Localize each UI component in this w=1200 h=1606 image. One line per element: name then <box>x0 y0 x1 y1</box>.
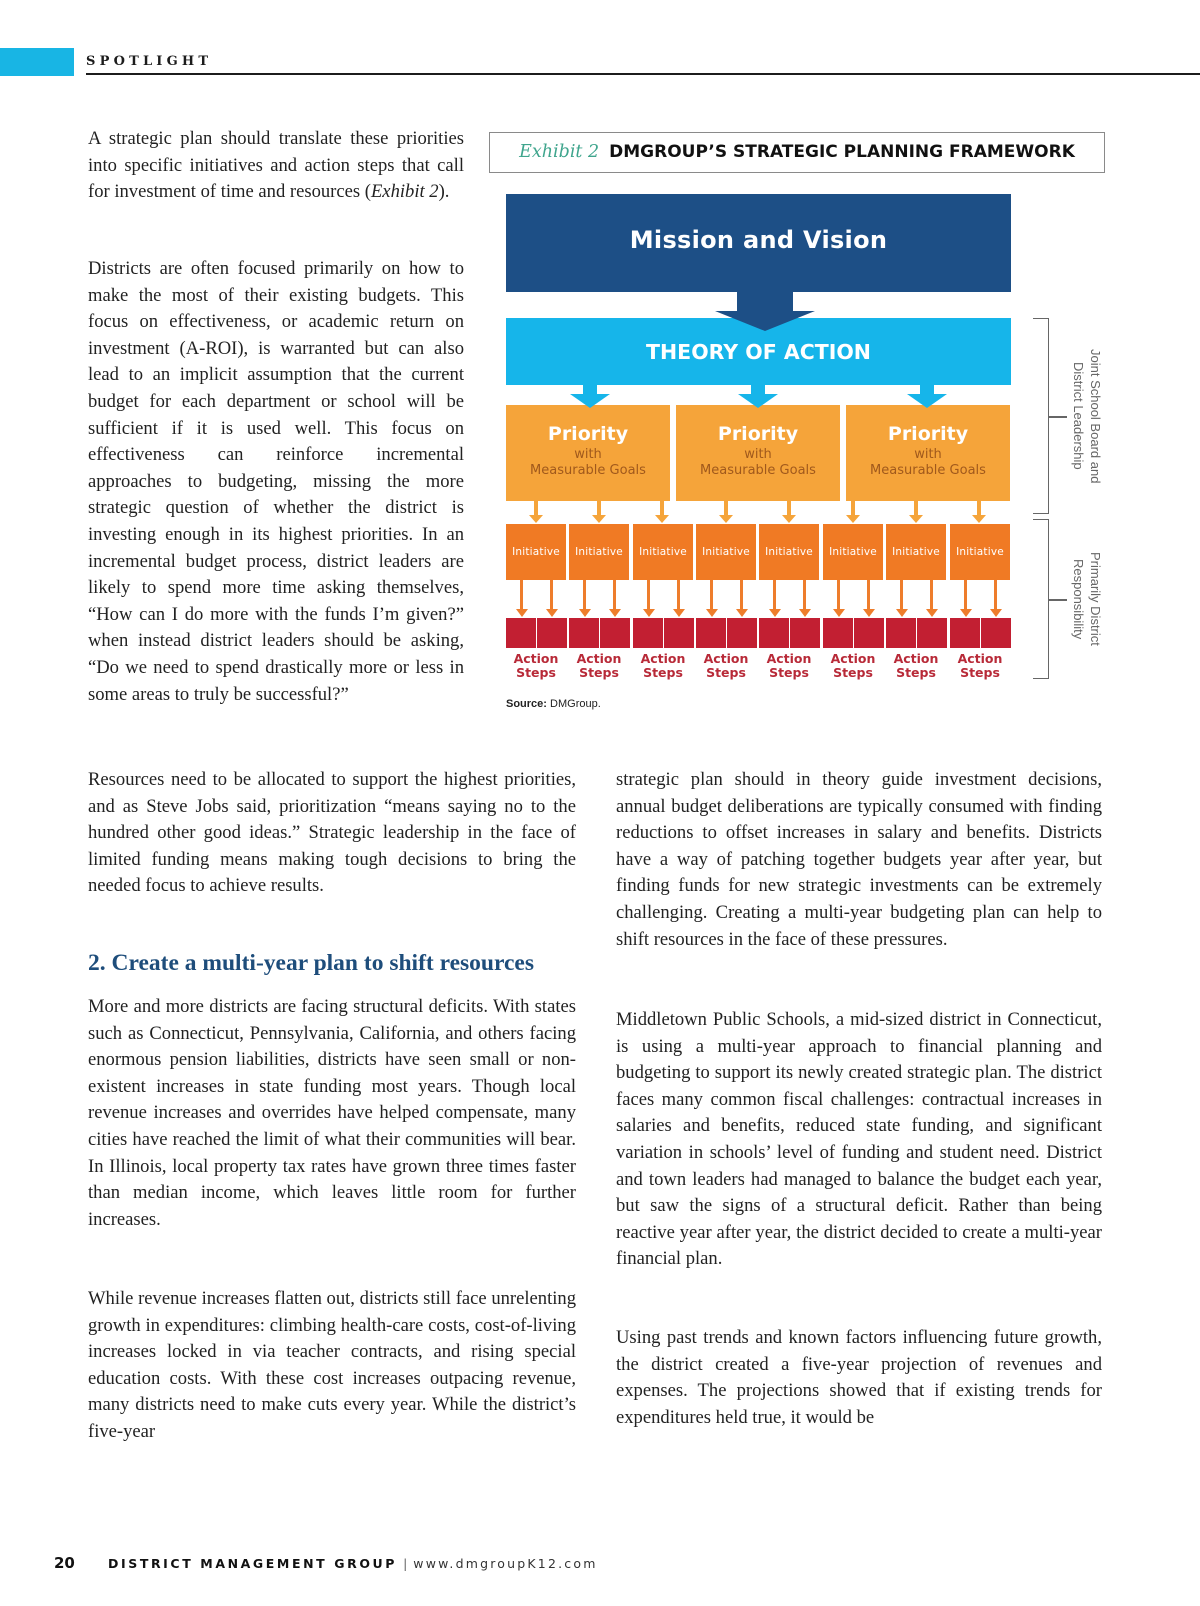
priority-title: Priority <box>717 423 799 445</box>
paragraph-effectiveness: Districts are often focused primarily on how to make the most of their existing budgets. This focus on effectiveness, or academic return on investment (A-ROI), is warranted but can also lead to an implicit assumption that the current budget for each department or school will be sufficient if it is used well. This focus on effectiveness can reinforce incremental approaches to budgeting, missing the more strategic question of whether the district is investing enough in its highest priorities. In an incremental budget process, district leaders are likely to spend more time asking themselves, “How can I do more with the funds I’m given?” when instead district leaders should be asking, “Do we need to spend drastically more or less in some areas to truly be successful?” <box>88 258 464 705</box>
action-step-box <box>569 618 599 648</box>
label-line: Action <box>576 651 622 666</box>
down-arrow-icon <box>846 515 860 523</box>
down-arrow-icon <box>583 580 586 610</box>
down-arrow-icon <box>550 580 553 610</box>
down-arrow-icon <box>833 609 845 617</box>
label-line: Steps <box>896 665 936 680</box>
down-arrow-icon <box>738 394 778 408</box>
down-arrow-icon <box>516 609 528 617</box>
action-step-box <box>823 618 853 648</box>
label-line: Action <box>766 651 812 666</box>
header-accent-bar <box>0 48 74 76</box>
priority-subtitle: Measurable Goals <box>870 463 986 478</box>
footer <box>108 1556 598 1571</box>
paragraph-strategic-plan: strategic plan should in theory guide investment decisions, annual budget deliberations are typically consumed with finding reductions to offset increases in salary and benefits. Districts have a way of patching together budgets year after year, but finding funds for new strategic investments can be extremely challenging. Creating a multi-year budgeting plan can help to shift resources in the face of these pressures. <box>616 769 1102 950</box>
down-arrow-icon <box>534 501 538 516</box>
down-arrow-icon <box>964 580 967 610</box>
mission-vision-box: Mission and Vision <box>506 194 1011 292</box>
bracket-district-responsibility <box>1033 519 1049 679</box>
label-line: Action <box>893 651 939 666</box>
down-arrow-icon <box>994 580 997 610</box>
down-arrow-icon <box>907 394 947 408</box>
down-arrow-icon <box>613 580 616 610</box>
action-steps-label <box>822 652 884 680</box>
down-arrow-icon <box>769 609 781 617</box>
action-step-box <box>950 618 980 648</box>
down-arrow-icon <box>740 580 743 610</box>
label-line: Action <box>830 651 876 666</box>
header-rule <box>86 73 1200 75</box>
down-arrow-icon <box>737 290 793 312</box>
exhibit-number: Exhibit 2 <box>519 142 600 162</box>
initiative-box: Initiative <box>696 524 756 580</box>
down-arrow-icon <box>579 609 591 617</box>
down-arrow-icon <box>570 394 610 408</box>
action-step-box <box>537 618 567 648</box>
priority-title: Priority <box>547 423 629 445</box>
label-line: Action <box>640 651 686 666</box>
down-arrow-icon <box>677 580 680 610</box>
theory-of-action-box: THEORY OF ACTION <box>506 318 1011 385</box>
down-arrow-icon <box>724 501 728 516</box>
down-arrow-icon <box>972 515 986 523</box>
label-line: Steps <box>769 665 809 680</box>
section-heading: 2. Create a multi-year plan to shift resources <box>88 950 535 976</box>
action-step-box <box>759 618 789 648</box>
action-step-box <box>696 618 726 648</box>
action-steps-label <box>568 652 630 680</box>
down-arrow-icon <box>529 515 543 523</box>
bracket-board-leadership <box>1033 318 1049 514</box>
down-arrow-icon <box>736 609 748 617</box>
exhibit-reference: Exhibit 2 <box>370 181 439 203</box>
down-arrow-icon <box>799 609 811 617</box>
action-step-box <box>600 618 630 648</box>
action-steps-label <box>758 652 820 680</box>
action-step-box <box>854 618 884 648</box>
label-line: Steps <box>833 665 873 680</box>
down-arrow-icon <box>673 609 685 617</box>
label-line: Steps <box>643 665 683 680</box>
down-arrow-icon <box>592 515 606 523</box>
priority-subtitle: Measurable Goals <box>700 463 816 478</box>
action-step-box <box>917 618 947 648</box>
down-arrow-icon <box>930 580 933 610</box>
down-arrow-icon <box>706 609 718 617</box>
paragraph-structural-deficits: More and more districts are facing structural deficits. With states such as Connecticut, Pennsylvania, California, and others facing enormous pension liabilities, districts have seen small or non-existent increases in state funding most years. Though local revenue increases and overrides have helped compensate, many cities have reached the limit of what their communities will bear. In Illinois, local property tax rates have grown three times faster than median income, which leaves little room for further increases. <box>88 996 576 1230</box>
priority-subtitle: Measurable Goals <box>530 463 646 478</box>
priority-subtitle: with <box>914 447 942 462</box>
action-step-box <box>790 618 820 648</box>
down-arrow-icon <box>803 580 806 610</box>
down-arrow-icon <box>715 311 815 331</box>
down-arrow-icon <box>926 609 938 617</box>
down-arrow-icon <box>782 515 796 523</box>
down-arrow-icon <box>914 501 918 516</box>
down-arrow-icon <box>647 580 650 610</box>
down-arrow-icon <box>609 609 621 617</box>
down-arrow-icon <box>660 501 664 516</box>
action-step-box <box>886 618 916 648</box>
down-arrow-icon <box>960 609 972 617</box>
paragraph-projection: Using past trends and known factors influencing future growth, the district created a five-year projection of revenues and expenses. The projections showed that if existing trends for expenditures held true, it would be <box>616 1327 1102 1428</box>
priority-title: Priority <box>887 423 969 445</box>
down-arrow-icon <box>546 609 558 617</box>
bracket-tick <box>1049 599 1067 601</box>
footer-org: DISTRICT MANAGEMENT GROUP <box>108 1556 398 1571</box>
down-arrow-icon <box>977 501 981 516</box>
down-arrow-icon <box>710 580 713 610</box>
label-line: Steps <box>579 665 619 680</box>
initiative-box: Initiative <box>823 524 883 580</box>
bracket-tick <box>1049 416 1067 418</box>
source-value: DMGroup. <box>546 698 601 710</box>
priority-box <box>846 405 1010 501</box>
label-line: Action <box>957 651 1003 666</box>
priority-box <box>506 405 670 501</box>
down-arrow-icon <box>597 501 601 516</box>
bracket-label-district-responsibility: Primarily District Responsibility <box>1071 552 1103 646</box>
label-line: Action <box>703 651 749 666</box>
label-line: Steps <box>516 665 556 680</box>
action-steps-label <box>695 652 757 680</box>
down-arrow-icon <box>990 609 1002 617</box>
initiative-box: Initiative <box>759 524 819 580</box>
action-steps-label <box>885 652 947 680</box>
down-arrow-icon <box>900 580 903 610</box>
down-arrow-icon <box>643 609 655 617</box>
exhibit-source <box>506 698 601 710</box>
paragraph-text: A strategic plan should translate these priorities into specific initiatives and action steps that call for investment of time and resources ( <box>88 128 464 203</box>
initiative-box: Initiative <box>950 524 1010 580</box>
exhibit-title: DMGROUP’S STRATEGIC PLANNING FRAMEWORK <box>609 142 1075 162</box>
label-line: Action <box>513 651 559 666</box>
down-arrow-icon <box>719 515 733 523</box>
action-step-box <box>981 618 1011 648</box>
initiative-box: Initiative <box>633 524 693 580</box>
down-arrow-icon <box>520 580 523 610</box>
paragraph-text: ). <box>438 181 450 203</box>
down-arrow-icon <box>867 580 870 610</box>
down-arrow-icon <box>837 580 840 610</box>
priority-subtitle: with <box>574 447 602 462</box>
priority-subtitle: with <box>744 447 772 462</box>
label-line: Steps <box>960 665 1000 680</box>
priority-box <box>676 405 840 501</box>
bracket-label-board-leadership: Joint School Board and District Leadership <box>1071 348 1103 484</box>
paragraph-expenditures: While revenue increases flatten out, districts still face unrelenting growth in expenditures: climbing health-care costs, cost-of-living increases locked in via teacher contracts, and rising special education costs. With these cost increases outpacing revenue, many districts need to make cuts every year. While the district’s five-year <box>88 1288 576 1442</box>
paragraph-intro <box>88 126 464 206</box>
down-arrow-icon <box>787 501 791 516</box>
initiative-box: Initiative <box>569 524 629 580</box>
label-line: Steps <box>706 665 746 680</box>
paragraph-resources: Resources need to be allocated to support the highest priorities, and as Steve Jobs said, prioritization “means saying no to the hundred other good ideas.” Strategic leadership in the face of limited funding means making tough decisions to bring the needed focus to achieve results. <box>88 769 576 897</box>
source-label: Source: <box>506 698 547 710</box>
paragraph-middletown: Middletown Public Schools, a mid-sized district in Connecticut, is using a multi-year approach to financial planning and budgeting to support its newly created strategic plan. The district faces many common fiscal challenges: contractual increases in salaries and benefits, reduced state funding, and significant variation in schools’ level of funding and student need. District and town leaders had managed to balance the budget each year, but saw the signs of a structural deficit. Rather than being reactive year after year, the district decided to create a multi-year financial plan. <box>616 1009 1102 1270</box>
down-arrow-icon <box>909 515 923 523</box>
action-steps-label <box>632 652 694 680</box>
down-arrow-icon <box>863 609 875 617</box>
action-step-box <box>506 618 536 648</box>
action-steps-label <box>949 652 1011 680</box>
action-steps-label <box>505 652 567 680</box>
down-arrow-icon <box>655 515 669 523</box>
down-arrow-icon <box>851 501 855 516</box>
down-arrow-icon <box>896 609 908 617</box>
exhibit-title-box <box>489 132 1105 173</box>
section-label: SPOTLIGHT <box>86 54 213 69</box>
page-number: 20 <box>54 1554 75 1572</box>
initiative-box: Initiative <box>886 524 946 580</box>
footer-separator: | <box>403 1556 408 1571</box>
footer-url[interactable]: www.dmgroupK12.com <box>413 1556 598 1571</box>
action-step-box <box>633 618 663 648</box>
down-arrow-icon <box>773 580 776 610</box>
action-step-box <box>664 618 694 648</box>
initiative-box: Initiative <box>506 524 566 580</box>
action-step-box <box>727 618 757 648</box>
